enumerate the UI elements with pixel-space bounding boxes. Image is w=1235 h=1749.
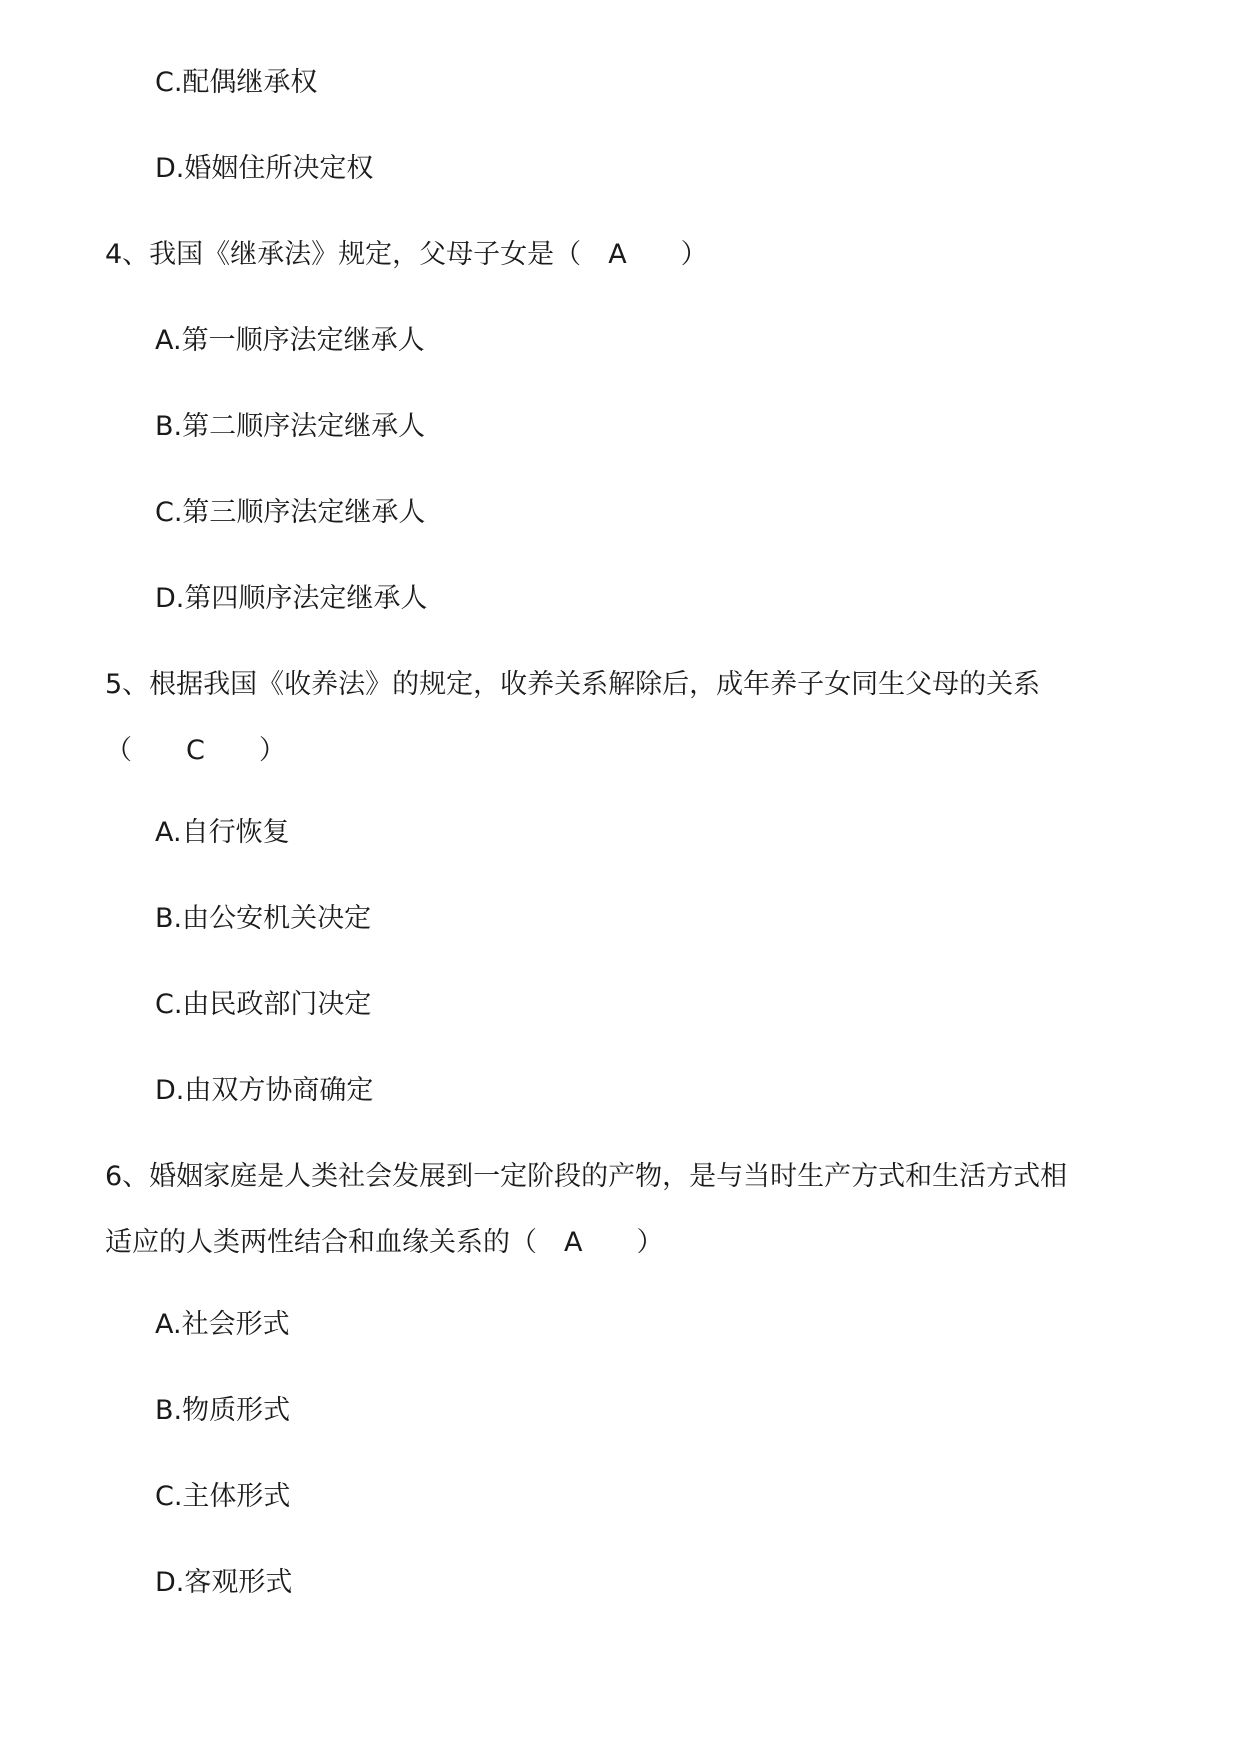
- question-6-option-b: B.物质形式: [155, 1395, 291, 1426]
- question-5-option-a: A.自行恢复: [155, 817, 290, 848]
- question-5-answer: C: [186, 735, 205, 766]
- question-4-option-b: B.第二顺序法定继承人: [155, 411, 426, 442]
- question-6-stem-line1: 6、婚姻家庭是人类社会发展到一定阶段的产物，是与当时生产方式和生活方式相: [105, 1161, 1068, 1192]
- option-d-prev: D.婚姻住所决定权: [155, 153, 374, 184]
- question-5-close: ）: [204, 735, 286, 766]
- question-6-stem-line2: [105, 1225, 663, 1261]
- question-6-answer: A: [564, 1227, 583, 1258]
- question-5-open: （: [105, 735, 186, 766]
- question-4-option-d: D.第四顺序法定继承人: [155, 583, 428, 614]
- question-6-stem-tail: 适应的人类两性结合和血缘关系的（: [105, 1227, 564, 1258]
- option-c-prev: C.配偶继承权: [155, 67, 318, 98]
- question-4-answer: A: [608, 239, 627, 270]
- question-6-option-a: A.社会形式: [155, 1309, 290, 1340]
- question-4-stem: 4、我国《继承法》规定，父母子女是（: [105, 239, 609, 270]
- question-4: [105, 237, 708, 273]
- question-5-stem: 5、根据我国《收养法》的规定，收养关系解除后，成年养子女同生父母的关系: [105, 669, 1041, 700]
- question-4-option-a: A.第一顺序法定继承人: [155, 325, 425, 356]
- question-5-option-c: C.由民政部门决定: [155, 989, 372, 1020]
- question-5-option-d: D.由双方协商确定: [155, 1075, 374, 1106]
- question-6-option-d: D.客观形式: [155, 1567, 293, 1598]
- question-4-option-c: C.第三顺序法定继承人: [155, 497, 426, 528]
- question-5-answer-line: [105, 733, 286, 769]
- question-4-close: ）: [626, 239, 708, 270]
- question-6-option-c: C.主体形式: [155, 1481, 291, 1512]
- question-5-option-b: B.由公安机关决定: [155, 903, 372, 934]
- question-6-close: ）: [582, 1227, 664, 1258]
